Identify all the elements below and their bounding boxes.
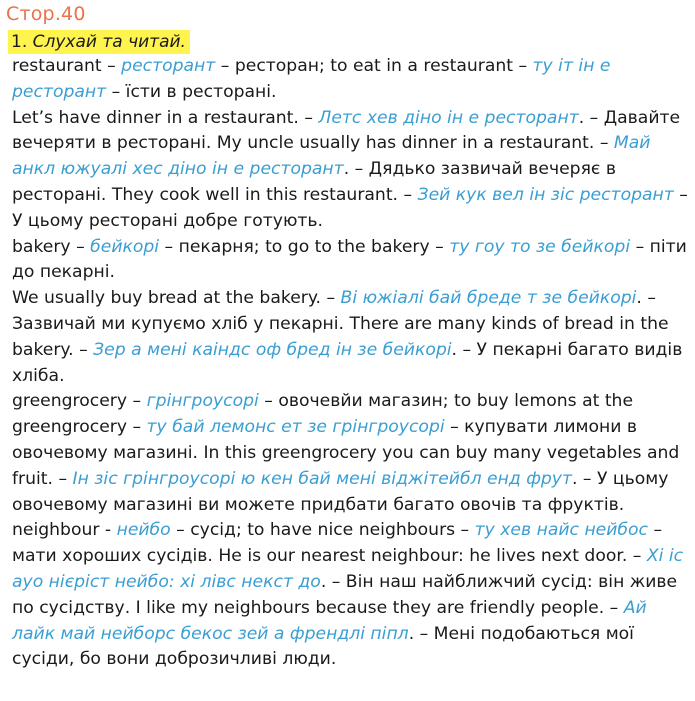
vocab-word: restaurant	[12, 56, 102, 76]
transliteration: нейбо	[116, 520, 171, 541]
translation-text: . – Мені подобаються мої сусіди, бо вони доброзичливі люди.	[12, 623, 634, 670]
transliteration: Май анкл южуалі хес діно ін е ресторант	[12, 133, 651, 180]
translation-text: – ресторан; to eat in a restaurant –	[215, 56, 533, 76]
translation-text: . – У цьому овочевому магазині ви можете придбати багато овочів та фруктів.	[12, 468, 669, 515]
transliteration: грінгроусорі	[146, 391, 259, 412]
example-sentence: We usually buy bread at the bakery. –	[12, 288, 341, 309]
transliteration: Летс хев діно ін е ресторант	[318, 107, 579, 128]
vocab-word: neighbour	[12, 520, 100, 541]
translation-text: . – Давайте вечеряти в ресторані. My uncle usually has dinner in a restaurant. –	[12, 107, 681, 154]
translation-text: – овочевйи магазин; to buy lemons at the greengrocery –	[12, 391, 634, 438]
translation-text: – купувати лимони в овочевому магазині. In this greengrocery you can buy many vegetables and fruit. –	[12, 417, 680, 489]
transliteration: Хі іс ауо нієріст нейбо: хі лівс некст до	[12, 546, 684, 592]
dash: –	[127, 391, 147, 412]
transliteration: Ін зіс грінгроусорі ю кен бай мені віджітейбл енд фрут	[72, 468, 572, 489]
translation-text: – їсти в ресторані.	[106, 81, 277, 102]
entry-neighbour	[12, 518, 692, 673]
transliteration: ту гоу то зе бейкорі	[449, 236, 631, 257]
vocabulary-text	[12, 54, 692, 673]
translation-text: – У цьому ресторані добре готують.	[12, 184, 688, 231]
transliteration: ту іт ін е ресторант	[12, 56, 611, 102]
page-title: Стор.40	[6, 3, 86, 25]
example-sentence: Let’s have dinner in a restaurant. –	[12, 107, 319, 128]
translation-text: . – Зазвичай ми купуємо хліб у пекарні. There are many kinds of bread in the bakery. –	[12, 288, 669, 360]
transliteration: ту хев найс нейбос	[474, 520, 648, 541]
transliteration: бейкорі	[90, 236, 160, 257]
examples-restaurant	[12, 106, 692, 235]
entry-greengrocery	[12, 389, 692, 518]
translation-text: . – Він наш найближчий сусід: він живе по сусідству. I like my neighbours because they are friendly people. –	[12, 571, 678, 618]
transliteration: Ай лайк май нейборс бекос зей а френдлі піпл	[12, 597, 647, 644]
transliteration: Ві южіалі бай бреде т зе бейкорі	[340, 288, 637, 309]
vocab-word: bakery	[12, 236, 71, 257]
task-heading	[8, 30, 190, 54]
dash: –	[101, 56, 122, 76]
translation-text: – сусід; to have nice neighbours –	[170, 520, 475, 541]
translation-text: . – У пекарні багато видів хліба.	[12, 339, 683, 386]
task-number: 1.	[11, 32, 28, 52]
translation-text: – піти до пекарні.	[12, 236, 687, 283]
transliteration: ту бай лемонс ет зе грінгроусорі	[146, 417, 445, 438]
entry-bakery	[12, 235, 692, 287]
vocab-word: greengrocery	[12, 391, 128, 412]
transliteration: Зей кук вел ін зіс ресторант	[417, 184, 674, 205]
translation-text: – мати хороших сусідів. He is our nearest neighbour: he lives next door. –	[12, 520, 663, 567]
transliteration: ресторант	[121, 56, 216, 76]
task-label: Слухай та читай.	[32, 32, 186, 52]
examples-bakery	[12, 286, 692, 389]
transliteration: Зер а мені каіндс оф бред ін зе бейкорі	[93, 339, 452, 360]
translation-text: – пекарня; to go to the bakery –	[159, 236, 450, 257]
entry-restaurant	[12, 54, 692, 106]
translation-text: . – Дядько зазвичай вечеряє в ресторані. They cook well in this restaurant. –	[12, 159, 616, 205]
dash: -	[99, 520, 117, 541]
dash: –	[70, 236, 91, 257]
